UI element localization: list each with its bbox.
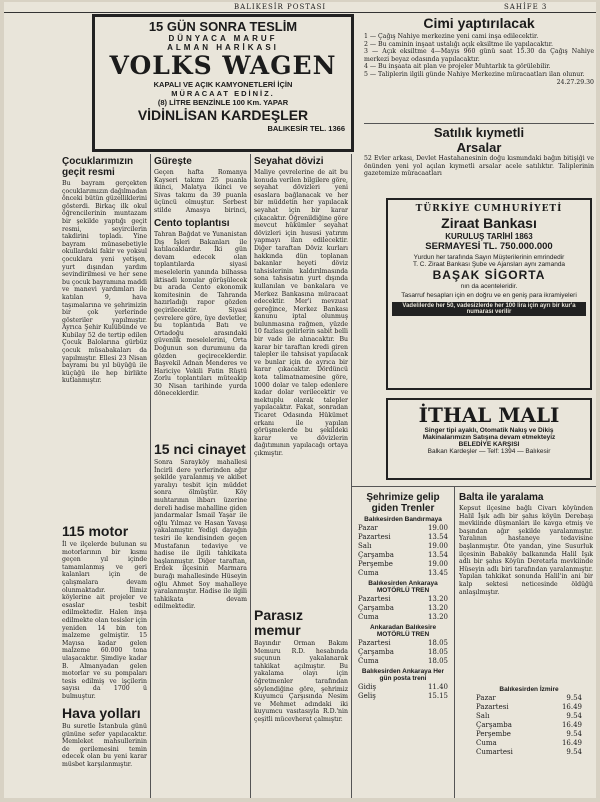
masthead-title: BALIKESİR POSTASI: [234, 3, 327, 11]
schedule-day: Perşembe: [476, 730, 511, 738]
ad-dealer: VİDİNLİSAN KARDEŞLER: [137, 107, 309, 123]
schedule-row: [474, 703, 584, 712]
cami-item: 5 — Taliplerin ilgili günde Nahiye Merkezine müracaatları ilan olunur.: [364, 70, 585, 78]
ziraat-line: Yurdun her tarafında Sayın Müşterilerinin emrindedir: [413, 254, 565, 261]
schedule-time: 9.54: [566, 712, 582, 720]
schedule-row: [474, 748, 584, 757]
ziraat-bank-name: Ziraat Bankası: [441, 215, 537, 231]
cami-title: Cimi yaptırılacak: [423, 15, 535, 31]
ziraat-line: nın da acenteleridir.: [460, 283, 518, 290]
schedule-day: Pazartesi: [476, 703, 509, 711]
ad-line: (8) LİTRE BENZİNLE 100 Km. YAPAR: [157, 98, 289, 107]
schedule-row: [356, 692, 450, 701]
article-body: Bayındır Orman Bakım Memuru R.D. hesabında suçunun yakalanarak tahkikat açılmıştır. Bu yakalama olayı için öğretmenler tarafından söylendiğine göre, şehrimiz Kuyumcu Çarşısında Nesim ve Mehmet adındaki iki kuyumcu vasıtasıyla R.D.'nin çeşitli mücevherat çalmıştır.: [254, 640, 348, 723]
schedule-table: [356, 595, 450, 622]
ziraat-line: Tasarruf hesapları için en doğru ve en geniş para ikramiyeleri: [401, 292, 577, 299]
schedule-heading: Balıkesirden İzmire: [499, 686, 559, 693]
schedule-time: 18.05: [427, 648, 448, 656]
article-title: Seyahat dövizi: [254, 156, 324, 167]
schedule-time: 16.49: [561, 703, 582, 711]
ithal-mali-ad: [386, 398, 592, 480]
column-rule: [150, 154, 151, 798]
schedule-day: Cuma: [358, 569, 379, 577]
schedule-day: Pazartesi: [358, 595, 391, 603]
schedule-row: [474, 712, 584, 721]
schedule-day: Cuma: [358, 657, 379, 665]
schedule-heading: Balıkesirden Bandırmaya: [364, 516, 442, 523]
article-body: İl ve ilçelerde bulunan su motorlarının bir kısmı geçen yıl içinde tamamlanmış ve geri kalanları için de çalışmalara devam olunmaktadır. İlimiz köylerine ait projeler ve esaslar tesbit edilmektedir. Halen inşa edilmekte olan tesisler için yeniden 14 bin ton malzeme gelmiştir. 15 Mayısa kadar gelen malzeme 60.000 tona ulaşacaktır. Şimdiye kadar B. Almanyadan gelen motorlar ve su pompaları tesis edilmiş ve işçilerin sayısı da 1700 ü bulmuştur.: [62, 541, 147, 700]
schedule-time: 13.20: [427, 613, 448, 621]
column-rule: [454, 487, 455, 798]
article-title: Çocuklarımızın geçit resmi: [62, 156, 134, 178]
schedule-time: 11.40: [427, 683, 448, 691]
schedule-row: [356, 648, 450, 657]
schedule-heading: Ankaradan Balıkesire MOTÖRLÜ TREN: [369, 624, 437, 638]
volkswagen-ad: [92, 14, 354, 152]
schedule-row: [356, 604, 450, 613]
article-body: Bu bayram gerçekten çocuklarımızın dağılmadan önceki bütün güzelliklerini gösterdi. Birkaç ilk okul öğrencilerinin muntazam bir şekilde yaptığı geçit resmi, seyircilerin takdirini topladı. Yine bayram münasebetiyle okullardaki fakir ve yoksul çocuklara yeni yetişen, yurt dışından yardım sevindirilmesi ve her sene bu çocuk bayramına maddi ve manevi yardımları ile katılan 9, hava taşımalarına ve şehrimizin bir çok yerlerinde gösteriler yapılmıştır. Ayrıca Şehir Kulübünde ve Kubilay 52 de tertip edilen Çocuk Balolarına gürbüz çocuk müsabakaları da yapılmıştır. Ellesi 23 Nisan bayramı bu yıl büyüğü ile küçüğü ile hep birlikte kutlanmıştır.: [62, 180, 147, 385]
ad-line: ALMAN HARİKASI: [167, 43, 279, 52]
page-number: SAHİFE 3: [504, 3, 548, 11]
schedule-heading: Balıkesirden Ankaraya Her gün posta treni: [361, 668, 445, 682]
article-balta: [459, 490, 593, 680]
ithal-line: Balkan Kardeşler — Telf: 1394 — Balıkesir: [427, 448, 551, 455]
cami-notice: [364, 14, 594, 122]
schedule-day: Çarşamba: [358, 551, 394, 559]
cami-item: 2 — Bu caminin inşaat ustalığı açık eksiltme ile yapılacaktır.: [364, 40, 554, 48]
ad-brand: VOLKS WAGEN: [109, 51, 337, 80]
schedule-day: Cumartesi: [476, 748, 513, 756]
column-rule: [250, 154, 251, 798]
article-hava-yollari: [62, 704, 147, 798]
cami-item: 1 — Çağış Nahiye merkezine yeni cami inşa edilecektir.: [364, 33, 539, 40]
schedule-time: 13.54: [427, 551, 448, 559]
schedule-day: Gidiş: [358, 683, 377, 691]
schedule-title: Şehrimize gelip giden Trenler: [366, 492, 440, 514]
schedule-time: 18.05: [427, 657, 448, 665]
schedule-row: [474, 694, 584, 703]
schedule-row: [474, 721, 584, 730]
schedule-row: [356, 533, 450, 542]
ziraat-line: TÜRKİYE CUMHURİYETİ: [415, 204, 563, 214]
ziraat-line: Vadelilerde her 50, vadesizlerde her 100 lira için ayrı bir kur'a numarası verilir: [392, 302, 586, 316]
masthead: [4, 2, 596, 12]
schedule-row: [356, 683, 450, 692]
schedule-time: 19.00: [427, 542, 448, 550]
ziraat-line: T. C. Ziraat Bankası Şube ve Ajansları aynı zamanda: [412, 261, 566, 268]
ad-phone: BALIKESİR TEL. 1366: [267, 124, 345, 133]
arsa-title-2: Arsalar: [456, 140, 502, 155]
cami-item: 4 — Bu inşaata ait plan ve projeler Muhtarlık ta görülebilir.: [364, 63, 551, 71]
ad-line: DÜNYACA MARUF: [168, 34, 278, 43]
article-body: Tahran Bağdat ve Yunanistan Dış İşleri Bakanları ile katılacaklardır. İki gün devam edecek olan toplantılarda siyasi meselelerin yanında bilhassa iktisadi konular görüşülecek bu arada Cento ekonomik komitesinin de Tahranda hazırladığı rapor gözden geçirilecektir. Siyasi çevrelere göre, üye devletler, bu toplantıda Batı ve Ortadoğu arasındaki güvenlik meselelerini, Orta Doğunun son durumunu da gözden geçireceklerdir. Başvekil Adnan Menderes ve Hariciye Vekili Fatin Rüştü Zorlu toplantıları müteakip 30 Nisan tarihinde yurda döneceklerdir.: [154, 231, 247, 398]
ithal-line: Singer tipi ayaklı, Otomatik Nakış ve Dikiş: [424, 427, 554, 434]
schedule-time: 18.05: [427, 639, 448, 647]
schedule-day: Perşembe: [358, 560, 393, 568]
schedule-time: 16.49: [561, 721, 582, 729]
schedule-day: Geliş: [358, 692, 376, 700]
schedule-time: 13.45: [427, 569, 448, 577]
article-title: Parasız memur: [254, 607, 304, 638]
ithal-title: İTHAL MALI: [418, 403, 560, 427]
article-title: 15 nci cinayet: [154, 441, 246, 457]
article-body: Bu suretle İstanbula günü gününe sefer yapılacaktır. Memleket mahsullerinin de gerilemesini temin edecek olan bu yeni karar müsbet karşılanmıştır.: [62, 723, 147, 768]
schedule-day: Pazartesi: [358, 533, 391, 541]
schedule-time: 13.20: [427, 595, 448, 603]
ithal-line: BELEDİYE KARŞISI: [458, 441, 520, 448]
ziraat-capital: SERMAYESİ TL. 750.000.000: [425, 241, 553, 252]
schedule-day: Salı: [476, 712, 490, 720]
masthead-rule: [4, 12, 596, 13]
article-parasiz-memur: [254, 606, 348, 798]
ithal-line: Makinalarımızın Satışına devam etmekteyiz: [422, 434, 556, 441]
ad-line: KAPALI VE AÇIK KAMYONETLERİ İÇİN: [153, 80, 293, 89]
schedule-table: [356, 639, 450, 666]
article-body: Kepsut ilçesine bağlı Civarı köyünden Halil İşık adlı bir şahıs köyün Derebaşı mevkiinde düşmanları ile kavga etmiş ve başından ağır şekilde yaralanmıştır. Yaralının hastaneye tedavisine başlanmıştır. Öte yandan, yine Susurluk ilçesinin Babaköy balkanında Halil Işık adlı bir şahıs Köyün Deretarla mevkiinde Hüseyin adlı biri tarafından yaralanmıştır. Yapılan tahkikat sonunda Halil'in ani bir kalp sektesi neticesinde öldüğü anlaşılmıştır.: [459, 505, 593, 596]
schedule-table: [474, 694, 584, 757]
ziraat-founded: KURULUŞ TARİHİ 1863: [445, 232, 533, 241]
ad-delivery-line: 15 GÜN SONRA TESLİM: [148, 19, 298, 34]
schedule-day: Çarşamba: [476, 721, 512, 729]
schedule-table: [356, 524, 450, 578]
rule: [351, 486, 596, 487]
schedule-time: 13.20: [427, 604, 448, 612]
cami-code: 24.27.29.30: [556, 78, 594, 86]
schedule-time: 13.54: [427, 533, 448, 541]
schedule-time: 19.00: [427, 524, 448, 532]
izmir-schedule: [474, 684, 584, 798]
schedule-time: 9.54: [566, 730, 582, 738]
schedule-day: Pazar: [476, 694, 496, 702]
schedule-day: Salı: [358, 542, 372, 550]
arsa-body: 52 Evler arkası, Devlet Hastahanesinin doğu kısmındaki bağın bitişiği ve önünden yeni yol açılan kıymetli arsalar acele satılıktır. Taliplerinin gazetemize müracaatları: [364, 155, 594, 178]
schedule-row: [356, 551, 450, 560]
schedule-row: [356, 560, 450, 569]
train-schedule: [356, 490, 450, 798]
article-title: Balta ile yaralama: [459, 492, 544, 503]
article-115-motor: [62, 522, 147, 702]
arsa-title-1: Satılık kıymetli: [433, 125, 525, 140]
article-cinayet: [154, 440, 247, 798]
column-rule: [351, 154, 352, 798]
schedule-day: Pazar: [358, 524, 378, 532]
schedule-day: Cuma: [476, 739, 497, 747]
schedule-row: [356, 613, 450, 622]
article-title: 115 motor: [62, 523, 129, 539]
schedule-time: 15.15: [427, 692, 448, 700]
schedule-row: [356, 639, 450, 648]
schedule-row: [356, 542, 450, 551]
article-body: Geçen hafta Romanya Kayseri takımı 25 puanla ikinci, Malatya ikinci ve Sivas takımı da 39 puanla üçüncü olmuştur. Serbest stilde Amasya birinci,: [154, 169, 247, 214]
schedule-row: [474, 739, 584, 748]
schedule-day: Çarşamba: [358, 604, 394, 612]
cami-item: 3 — Açık eksiltme 4—Mayıs 960 günü saat 15.30 da Çağış Nahiye merkezi beyaz odasında yapılacaktır.: [364, 48, 594, 63]
schedule-time: 19.00: [427, 560, 448, 568]
article-cento: [154, 216, 247, 438]
schedule-day: Pazartesi: [358, 639, 391, 647]
article-body: Maliye çevrelerine de ait bu konuda verilen bilgilere göre, seyahat dövizleri yeni esaslara bağlanacak ve her bir müddetin her yapılacak seyahat için bir karar çıkacaktır. Öğrenildiğine göre mevcut hükümler seyahat dövizleri için hususi yatırım yapmayı ilan edilecektir. Diğer taraftan Döviz kurları hakkında dün toplanan bakanlar heyeti döviz tahsislerinin kaldırılmasında sona tahsisatın yurt dışında kullanılan ve bankalara ve Merkez Bankasına müracaat edecektir. Mer'i mevzuat gereğince, Merkez Bankası kanunu iptal olunmuş bulunmasına rağmen, yüzde 10 fazlası gelirlerin sabit belli bir vade ile alınacaktır. Bu karar bir taraftan kredi giren talepler ile tahsisat yapılacak ve bunlar için de ayrıca bir karar çıkacaktır. Dördüncü kota talimatnamesine göre, 1000 dolar ve talep edenlere kadar dolar verilecektir ve mektuplu olarak talepler yapılacaktır. Fakat, sonradan Ticaret Odasında Hükümet erkanı ile yapılan görüşmelerde bu şekildeki karar ve dövizlerin dağıtımının yapılacağı ortaya çıkmıştır.: [254, 169, 348, 457]
newspaper-page: [4, 2, 596, 798]
ziraat-bank-ad: [386, 198, 592, 390]
schedule-row: [356, 657, 450, 666]
schedule-time: 9.54: [566, 748, 582, 756]
schedule-day: Çarşamba: [358, 648, 394, 656]
article-title: Güreşte: [154, 156, 192, 167]
article-body: Sonra Sarayköy mahallesi İncirli dere yerlerinden ağır şekilde yaralanmış ve akibet yaralıyı tesbit için müddet sonra ölmüştür. Köy muhtarının ihbarı üzerine dereli hadise mahalline giden jandarmalar İsmail Yaşar ile oğlu Yılmaz ve Hasan Yavaşı yakalamıştır. Yedigi dayağın tesiri ile kendisinden geçen Mustafanın tedaviye ve hadise ile ilgili tahkikata başlanmıştır. Diğer taraftan, Erdek ilçesinin Marmara burağı mahallesinde Hüseyin oğlu Ahmet Soy mahalleye yaralanmıştır. Hadise ile ilgili tahkikata devam edilmektedir.: [154, 459, 247, 611]
ad-line: MÜRACAAT EDİNİZ.: [171, 89, 275, 98]
article-title: Cento toplantısı: [154, 218, 230, 229]
schedule-row: [356, 595, 450, 604]
schedule-row: [356, 569, 450, 578]
arsa-ad: [364, 125, 594, 193]
basak-sigorta: BAŞAK SİGORTA: [432, 268, 546, 282]
schedule-time: 16.49: [561, 739, 582, 747]
article-gures: [154, 154, 247, 214]
schedule-heading: Balıkesirden Ankaraya MOTÖRLÜ TREN: [368, 580, 438, 594]
article-seyahat-dovizi: [254, 154, 348, 594]
schedule-time: 9.54: [566, 694, 582, 702]
schedule-table: [356, 683, 450, 701]
article-title: Hava yolları: [62, 705, 141, 721]
rule: [364, 123, 594, 124]
schedule-day: Cuma: [358, 613, 379, 621]
schedule-row: [356, 524, 450, 533]
schedule-row: [474, 730, 584, 739]
